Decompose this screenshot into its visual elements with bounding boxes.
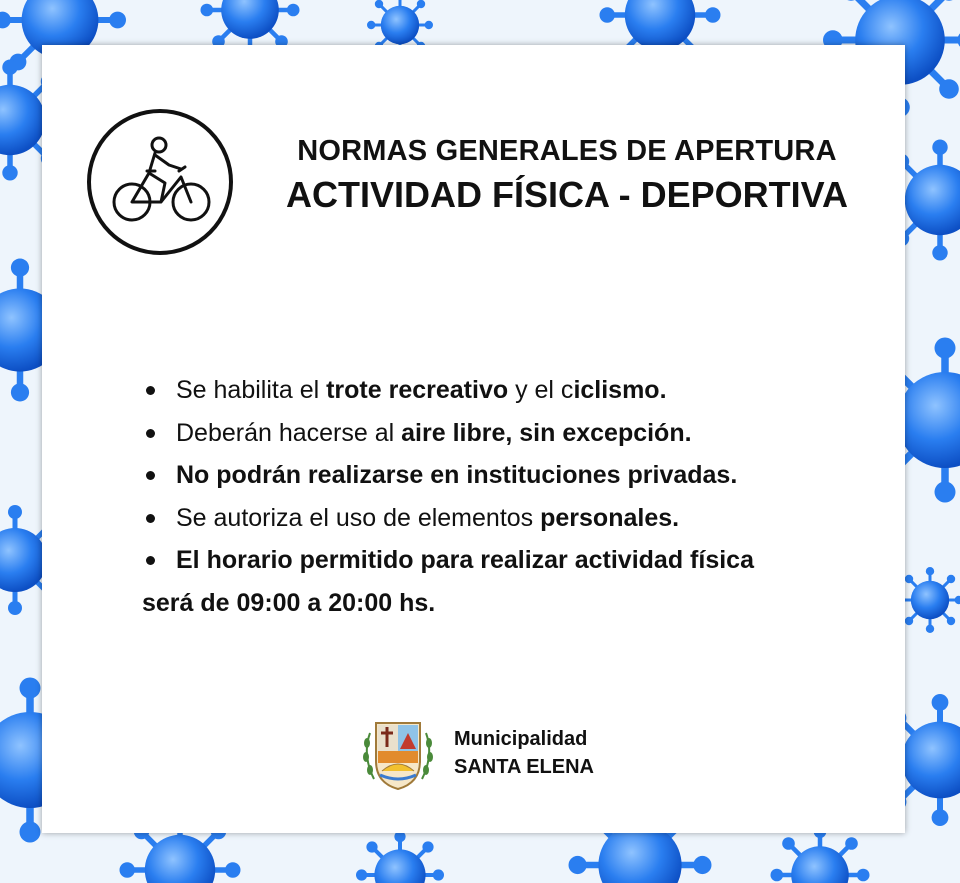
- municipality-line-1: Municipalidad: [454, 728, 588, 750]
- rule-continuation: será de 09:00 a 20:00 hs.: [142, 588, 436, 617]
- rule-text: Se autoriza el uso de elementos: [176, 503, 541, 532]
- bullet: [146, 471, 155, 480]
- bullet: [146, 386, 155, 395]
- rule-emphasis: trote recreativo: [326, 376, 509, 404]
- bullet: [146, 514, 155, 523]
- rule-text: No podrán realizarse en instituciones privadas.: [176, 461, 738, 489]
- rule-text: El horario permitido para realizar actividad física: [176, 546, 754, 574]
- municipal-seal-icon: [360, 713, 436, 793]
- title-line-2: ACTIVIDAD FÍSICA - DEPORTIVA: [285, 174, 848, 215]
- bullet: [146, 556, 155, 565]
- rule-item: [142, 369, 862, 412]
- cyclist-icon: [85, 107, 235, 257]
- municipality-name: [454, 725, 654, 781]
- rule-emphasis: personales.: [540, 503, 680, 532]
- title-line-1: NORMAS GENERALES DE APERTURA: [297, 135, 837, 167]
- rules-list: [142, 369, 862, 624]
- rule-item: [142, 412, 862, 455]
- rule-text: y el c: [508, 376, 574, 404]
- rule-emphasis: iclismo.: [573, 376, 667, 404]
- municipality-line-2: SANTA ELENA: [454, 756, 594, 778]
- notice-card: [42, 45, 905, 833]
- bullet: [146, 429, 155, 438]
- rule-text: Se habilita el: [176, 376, 327, 404]
- rule-item: [142, 539, 862, 582]
- rule-emphasis: aire libre, sin excepción.: [401, 418, 692, 447]
- rule-item: [142, 454, 862, 497]
- rule-item: [142, 497, 862, 540]
- rule-text: Deberán hacerse al: [176, 418, 402, 447]
- title-block: [242, 133, 892, 219]
